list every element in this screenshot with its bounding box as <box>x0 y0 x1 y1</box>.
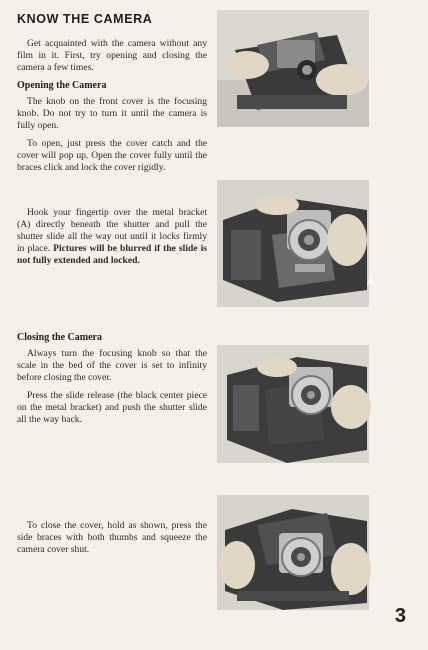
opening-heading: Opening the Camera <box>17 80 107 91</box>
opening-paragraph-2: To open, just press the cover catch and the cover will pop up. Open the cover fully until the braces click and lock the cover rigidly. <box>17 138 207 173</box>
bracket-text: Hook your fingertip over the metal bracket (A) directly beneath the shutter and pull the shutter slide all the way out until it locks firmly in place. <box>17 207 207 254</box>
photo-closing-cover <box>217 495 369 610</box>
bracket-paragraph <box>17 207 207 267</box>
closing-paragraph-1: Always turn the focusing knob so that the scale in the bed of the cover is set to infinity before closing the cover. <box>17 348 207 383</box>
blur-warning: Pictures will be blurred if the slide is not fully extended and locked. <box>17 243 207 266</box>
closing-heading: Closing the Camera <box>17 332 102 343</box>
intro-paragraph: Get acquainted with the camera without any film in it. First, try opening and closing the camera a few times. <box>17 38 207 73</box>
intro-block <box>17 38 207 180</box>
closing-paragraph-2: Press the slide release (the black center piece on the metal bracket) and push the shutter slide all the way back. <box>17 390 207 425</box>
close-cover-paragraph: To close the cover, hold as shown, press the side braces with both thumbs and squeeze the camera cover shut. <box>17 520 207 555</box>
photo-shutter-slide <box>217 180 375 307</box>
page-number: 3 <box>394 605 406 627</box>
bracket-label: A <box>367 276 375 288</box>
section-title: KNOW THE CAMERA <box>17 12 153 26</box>
opening-paragraph-1: The knob on the front cover is the focusing knob. Do not try to turn it until the camera is fully open. <box>17 96 207 131</box>
close-cover-block <box>17 520 207 562</box>
photo-slide-release <box>217 345 369 463</box>
bracket-block <box>17 207 207 267</box>
closing-block <box>17 332 207 432</box>
photo-opening-camera <box>217 10 369 127</box>
